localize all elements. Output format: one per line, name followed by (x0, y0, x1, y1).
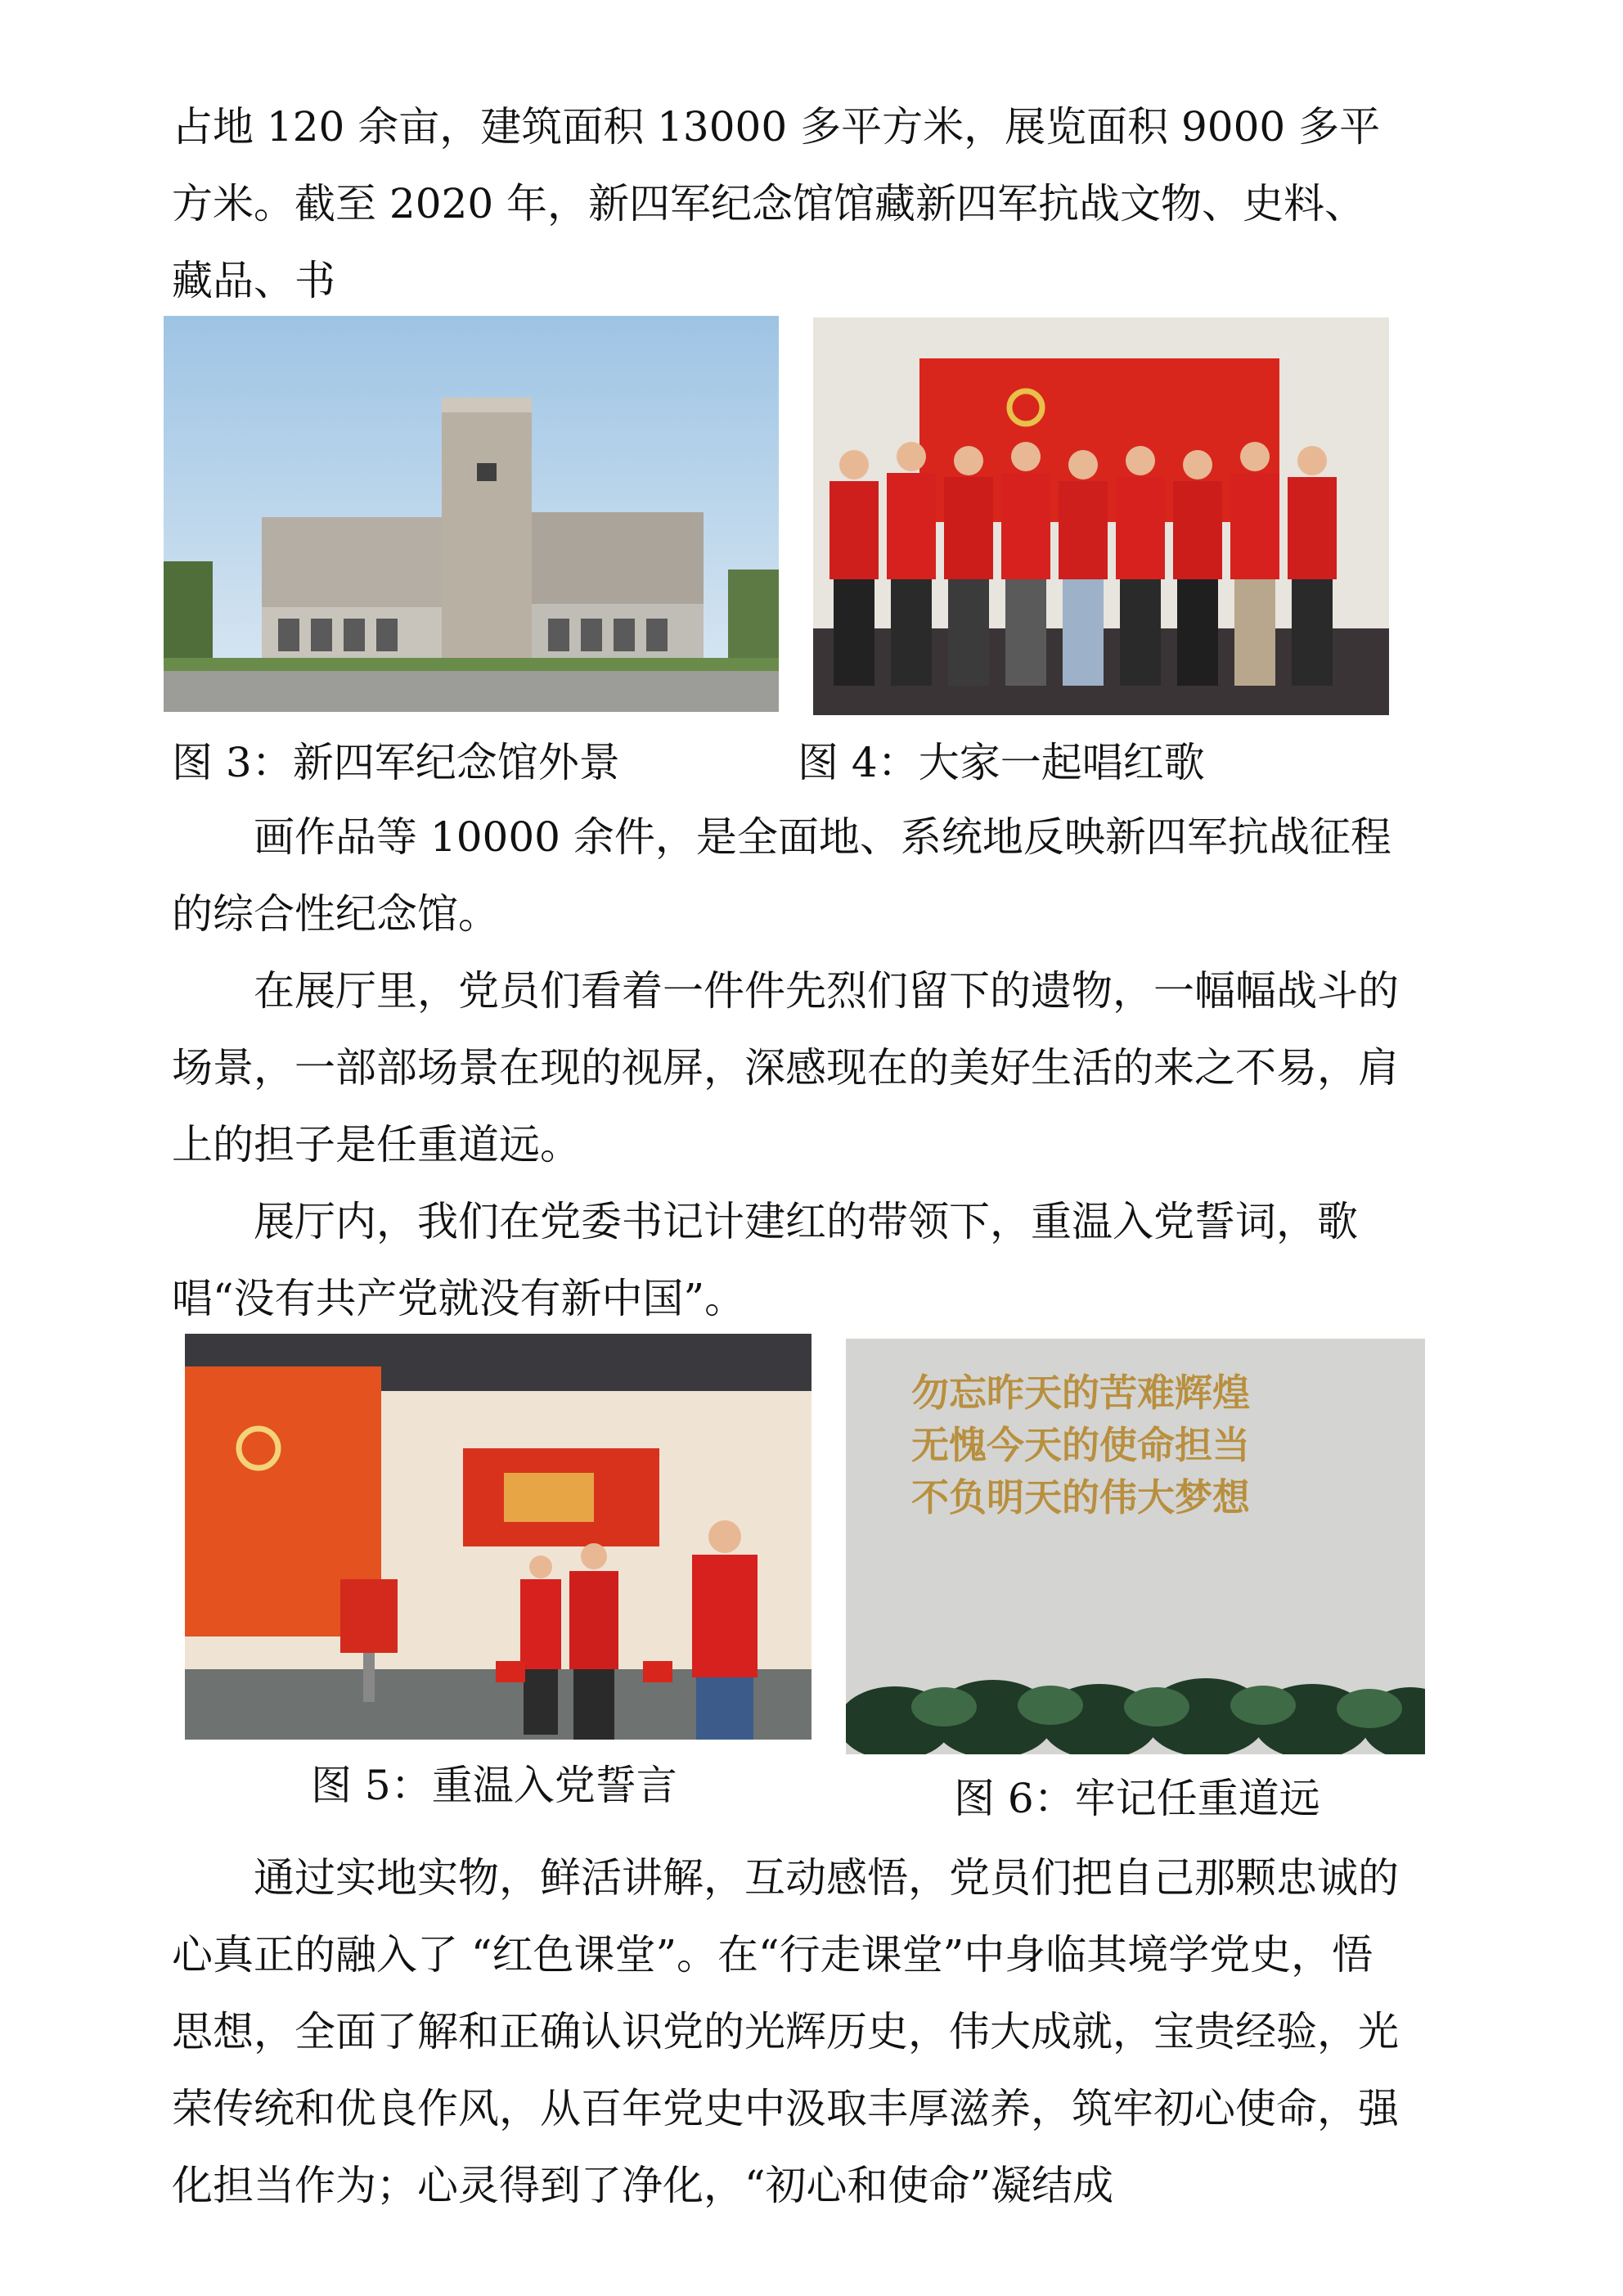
wall-slogan-line-1: 勿忘昨天的苦难辉煌 (911, 1371, 1250, 1415)
figure-3-caption: 图 3：新四军纪念馆外景 (172, 739, 620, 786)
figure-6-caption: 图 6：牢记任重道远 (954, 1775, 1320, 1822)
figure-4-caption: 图 4：大家一起唱红歌 (798, 739, 1205, 786)
paragraph-5: 通过实地实物，鲜活讲解，互动感悟，党员们把自己那颗忠诚的心真正的融入了 “红色课堂”。在“行走课堂”中身临其境学党史，悟思想，全面了解和正确认识党的光辉历史，伟大成就，宝贵经验，光荣传统和优良作风，从百年党史中汲取丰厚滋养，筑牢初心使命，强化担当作为；心灵得到了净化，“初心和使命”凝结成 (172, 1854, 1399, 2209)
paragraph-1: 占地 120 余亩，建筑面积 13000 多平方米，展览面积 9000 多平方米。截至 2020 年，新四军纪念馆馆藏新四军抗战文物、史料、藏品、书 (172, 103, 1381, 304)
figure-5-oath-photo (185, 1334, 812, 1740)
figure-6-wall-slogan-photo (846, 1339, 1425, 1754)
figure-3-memorial-photo (164, 316, 779, 712)
paragraph-3: 在展厅里，党员们看着一件件先烈们留下的遗物，一幅幅战斗的场景，一部部场景在现的视屏，深感现在的美好生活的来之不易，肩上的担子是任重道远。 (172, 967, 1399, 1168)
figure-4-group-photo (813, 317, 1389, 715)
wall-slogan-line-3: 不负明天的伟大梦想 (911, 1475, 1250, 1519)
paragraph-2: 画作品等 10000 余件，是全面地、系统地反映新四军抗战征程的综合性纪念馆。 (172, 813, 1391, 938)
figure-5-caption: 图 5：重温入党誓言 (311, 1762, 677, 1809)
wall-slogan-line-2: 无愧今天的使命担当 (911, 1423, 1250, 1467)
plants-decoration (846, 1339, 1425, 1754)
paragraph-4: 展厅内，我们在党委书记计建红的带领下，重温入党誓词，歌唱“没有共产党就没有新中国”。 (172, 1198, 1358, 1322)
